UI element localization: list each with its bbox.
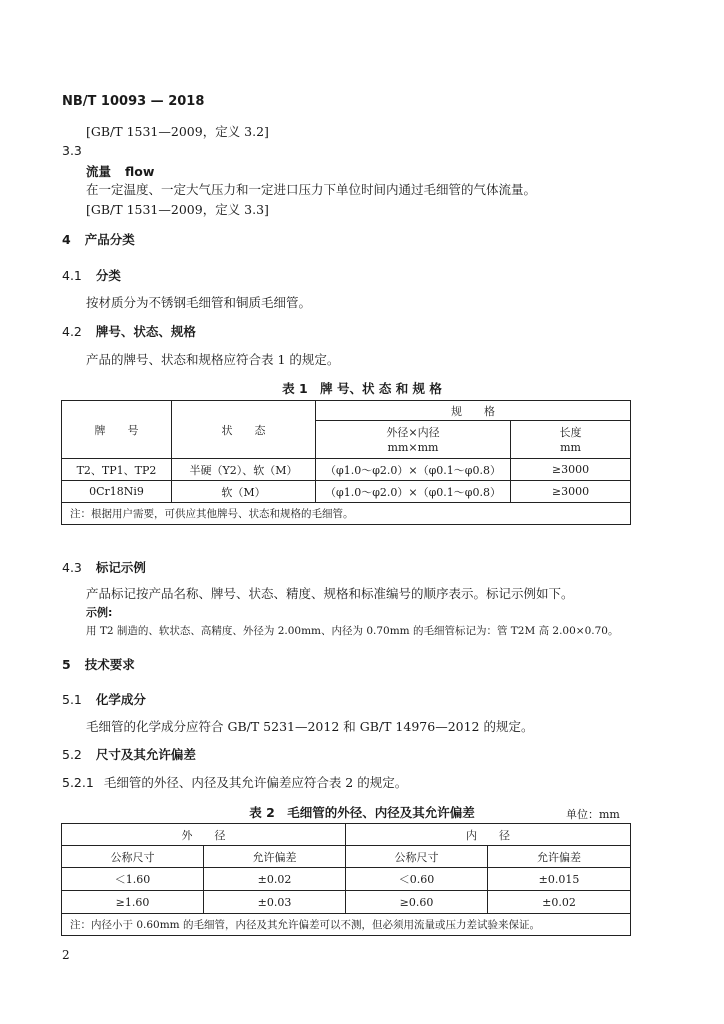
header-od-id-label: 外径×内径: [386, 425, 440, 439]
cell-size: （φ1.0～φ2.0）×（φ0.1～φ0.8）: [316, 459, 511, 481]
section-4-heading: [62, 230, 135, 248]
cell-od: ≥1.60: [62, 891, 204, 914]
header-od-id-unit: mm×mm: [387, 440, 439, 454]
table2-note: 注：内径小于 0.60mm 的毛细管，内径及其允许偏差可以不测，但必须用流量或压力差试验来保证。: [62, 914, 631, 936]
section-number: 4.2: [62, 324, 82, 339]
section-4-2-text: 产品的牌号、状态和规格应符合表 1 的规定。: [86, 352, 340, 367]
section-title: 化学成分: [95, 692, 146, 707]
header-length: [511, 421, 631, 459]
table-row: [62, 481, 631, 503]
table1-note: 注：根据用户需要，可供应其他牌号、状态和规格的毛细管。: [62, 503, 631, 525]
section-title: 标记示例: [95, 560, 146, 575]
section-number: 5.2: [62, 747, 82, 762]
header-length-unit: mm: [560, 440, 581, 454]
section-4-3-text: 产品标记按产品名称、牌号、状态、精度、规格和标准编号的顺序表示。标记示例如下。: [86, 586, 574, 601]
definition-3-3: 在一定温度、一定大气压力和一定进口压力下单位时间内通过毛细管的气体流量。: [86, 182, 537, 197]
section-number: 4: [62, 232, 71, 247]
header-length-label: 长度: [559, 425, 582, 439]
standard-number-header: NB/T 10093 — 2018: [62, 94, 205, 109]
table2-unit: 单位：mm: [566, 808, 620, 821]
section-5-1-heading: [62, 690, 146, 708]
cell-od-tol: ±0.02: [204, 868, 346, 891]
section-number: 5.2.1: [62, 775, 94, 790]
cell-length: ≥3000: [511, 481, 631, 503]
cell-od: ＜1.60: [62, 868, 204, 891]
header-spec: 规 格: [316, 401, 631, 421]
header-state: 状 态: [172, 401, 316, 459]
cell-length: ≥3000: [511, 459, 631, 481]
header-id-nominal: 公称尺寸: [346, 846, 488, 868]
header-od-id: [316, 421, 511, 459]
page-number: 2: [62, 948, 70, 962]
cell-grade: 0Cr18Ni9: [62, 481, 172, 503]
section-title: 分类: [95, 268, 121, 283]
section-title: 牌号、状态、规格: [95, 324, 196, 339]
section-number: 5: [62, 657, 71, 672]
section-number: 4.3: [62, 560, 82, 575]
section-text: 毛细管的外径、内径及其允许偏差应符合表 2 的规定。: [103, 775, 408, 790]
section-4-2-heading: [62, 322, 196, 340]
example-text: 用 T2 制造的、软状态、高精度、外径为 2.00mm、内径为 0.70mm 的毛细管标记为：管 T2M 高 2.00×0.70。: [86, 625, 619, 637]
section-5-2-heading: [62, 745, 196, 763]
term-3-3: [86, 162, 154, 180]
cell-id: ＜0.60: [346, 868, 488, 891]
table-row: [62, 891, 631, 914]
term-en: flow: [125, 164, 155, 179]
example-label: 示例:: [86, 606, 113, 619]
section-title: 技术要求: [84, 657, 135, 672]
table-row: [62, 459, 631, 481]
cell-id-tol: ±0.02: [488, 891, 631, 914]
table-2: [61, 823, 631, 936]
section-number-3-3: 3.3: [62, 143, 82, 158]
header-inner-diameter: 内 径: [346, 824, 631, 846]
cell-state: 软（M）: [172, 481, 316, 503]
cell-od-tol: ±0.03: [204, 891, 346, 914]
header-grade: 牌 号: [62, 401, 172, 459]
term-cn: 流量: [86, 164, 112, 179]
header-od-tolerance: 允许偏差: [204, 846, 346, 868]
section-5-heading: [62, 655, 135, 673]
table1-caption: 表 1 牌 号、状 态 和 规 格: [282, 381, 442, 396]
header-id-tolerance: 允许偏差: [488, 846, 631, 868]
header-od-nominal: 公称尺寸: [62, 846, 204, 868]
section-5-2-1: [62, 773, 407, 791]
table-row: [62, 868, 631, 891]
table2-caption: 表 2 毛细管的外径、内径及其允许偏差: [249, 805, 475, 820]
cell-state: 半硬（Y2）、软（M）: [172, 459, 316, 481]
cell-id-tol: ±0.015: [488, 868, 631, 891]
cell-id: ≥0.60: [346, 891, 488, 914]
cell-grade: T2、TP1、TP2: [62, 459, 172, 481]
section-title: 尺寸及其允许偏差: [95, 747, 196, 762]
section-number: 5.1: [62, 692, 82, 707]
reference-3-2: [GB/T 1531—2009，定义 3.2]: [86, 124, 269, 139]
section-4-3-heading: [62, 558, 146, 576]
section-5-1-text: 毛细管的化学成分应符合 GB/T 5231—2012 和 GB/T 14976—2012 的规定。: [86, 719, 534, 734]
section-4-1-heading: [62, 266, 121, 284]
cell-size: （φ1.0～φ2.0）×（φ0.1～φ0.8）: [316, 481, 511, 503]
section-title: 产品分类: [84, 232, 135, 247]
header-outer-diameter: 外 径: [62, 824, 346, 846]
table-1: [61, 400, 631, 525]
section-4-1-text: 按材质分为不锈钢毛细管和铜质毛细管。: [86, 295, 312, 310]
section-number: 4.1: [62, 268, 82, 283]
reference-3-3: [GB/T 1531—2009，定义 3.3]: [86, 202, 269, 217]
